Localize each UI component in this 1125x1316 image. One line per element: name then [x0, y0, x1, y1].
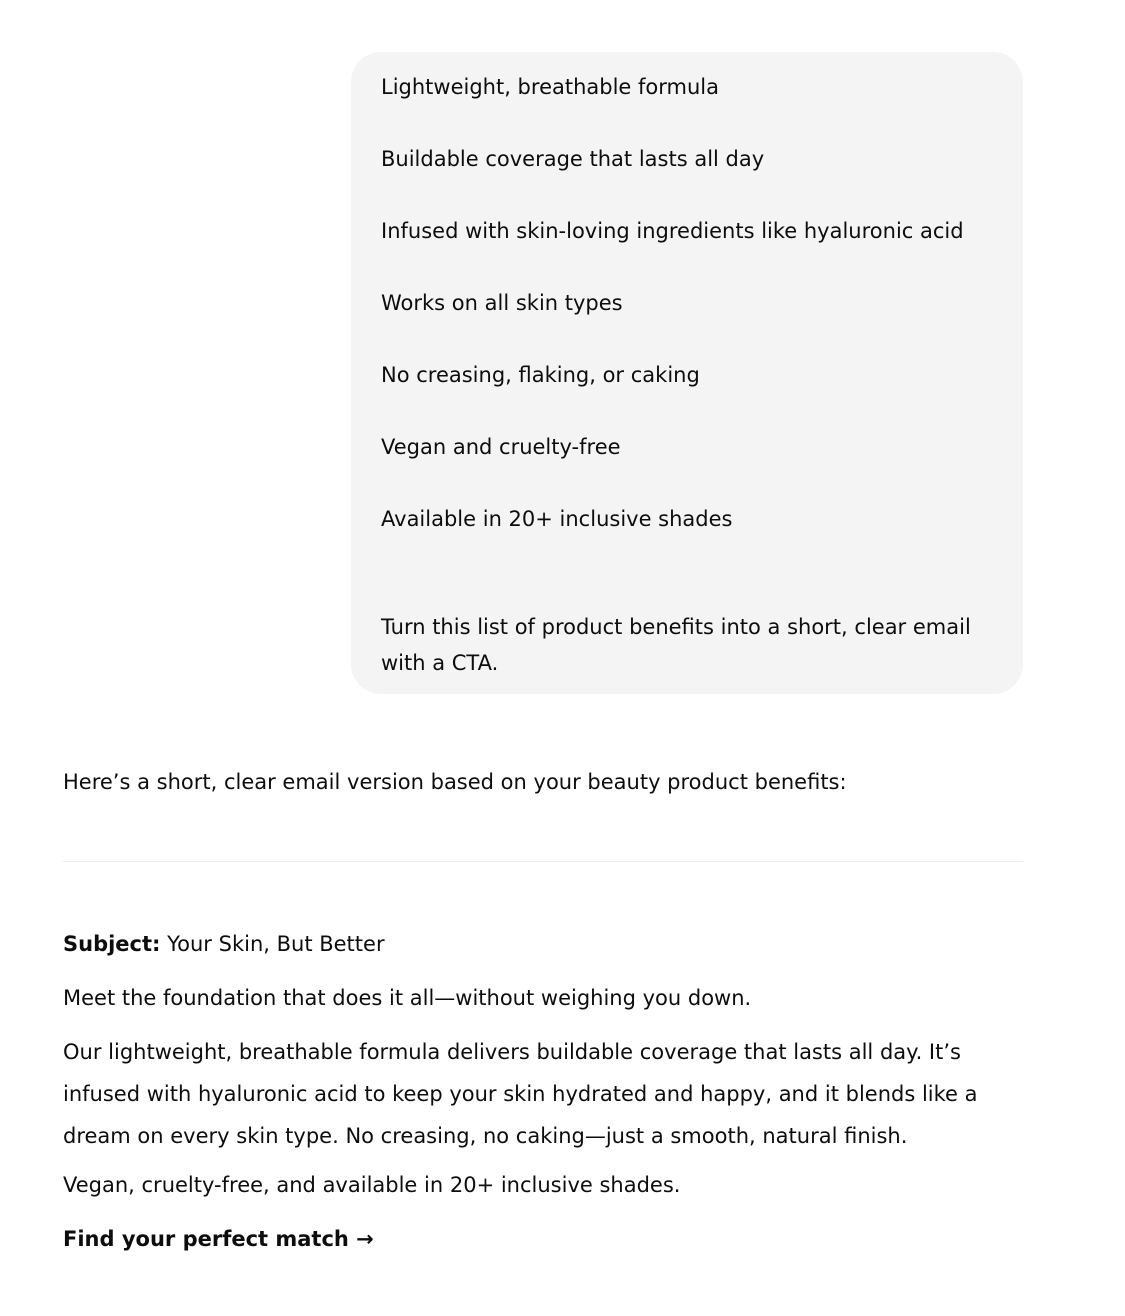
user-prompt: Turn this list of product benefits into a short, clear email with a CTA. — [381, 615, 971, 675]
benefit-item: Vegan and cruelty-free — [381, 435, 621, 459]
benefit-item: No creasing, flaking, or caking — [381, 363, 700, 387]
benefit-item: Available in 20+ inclusive shades — [381, 507, 733, 531]
subject-text: Your Skin, But Better — [160, 932, 385, 956]
email-cta-row — [63, 1223, 1023, 1255]
cta-link[interactable]: Find your perfect match → — [63, 1227, 374, 1251]
subject-label: Subject: — [63, 932, 161, 956]
email-paragraph: Our lightweight, breathable formula delivers buildable coverage that lasts all day. It’s infused with hyaluronic acid to keep your skin hydrated and happy, and it blends like a dream on every skin type. No creasing, no caking—just a smooth, natural finish. — [63, 1040, 978, 1148]
email-draft — [63, 928, 1023, 1255]
assistant-intro: Here’s a short, clear email version based on your beauty product benefits: — [63, 770, 847, 794]
benefit-item: Infused with skin-loving ingredients like hyaluronic acid — [381, 219, 964, 243]
benefit-item: Lightweight, breathable formula — [381, 75, 719, 99]
divider — [63, 861, 1023, 862]
benefit-item: Works on all skin types — [381, 291, 623, 315]
email-subject — [63, 928, 1023, 960]
email-paragraph: Meet the foundation that does it all—without weighing you down. — [63, 986, 752, 1010]
email-paragraph: Vegan, cruelty-free, and available in 20+ inclusive shades. — [63, 1173, 681, 1197]
user-message-bubble — [351, 52, 1023, 694]
benefit-item: Buildable coverage that lasts all day — [381, 147, 765, 171]
